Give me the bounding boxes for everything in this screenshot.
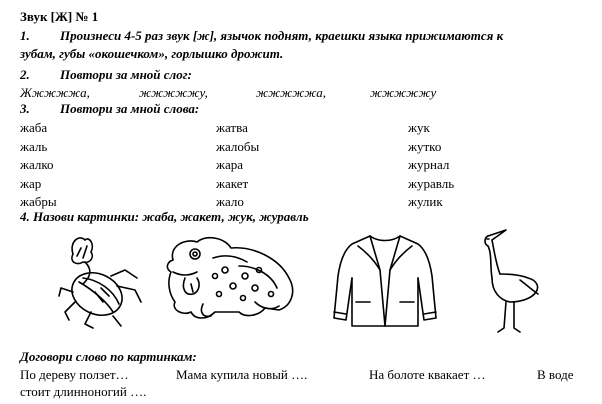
word: журнал [408, 157, 450, 172]
word: жатва [216, 120, 248, 135]
word: жалобы [216, 138, 260, 154]
task-2-number: 2. [20, 67, 30, 82]
task-3-number: 3. [20, 101, 30, 116]
crane-picture [470, 226, 550, 334]
word: жалко [20, 157, 54, 172]
task-4-heading [20, 209, 309, 225]
syllable-2: жжжжжу, [139, 85, 208, 100]
word: жара [216, 157, 244, 172]
word: жаба [20, 120, 48, 135]
word: жало [216, 194, 244, 209]
word: жулик [408, 194, 443, 209]
task-1-text: Произнеси 4-5 раз звук [ж], язычок поднят, краешки языка прижимаются к [60, 28, 504, 43]
finish-heading: Договори слово по картинкам: [20, 349, 197, 364]
task-1-number: 1. [20, 28, 30, 43]
word: жар [20, 175, 42, 191]
syllable-1: Жжжжжа, [20, 85, 90, 100]
word-column-3 [408, 119, 454, 212]
task-2-text: Повтори за мной слог: [60, 67, 192, 82]
task-3-text: Повтори за мной слова: [60, 101, 200, 116]
word-column-1 [20, 119, 57, 212]
task-4-words: : жаба, жакет, жук, журавль [134, 209, 309, 224]
riddle-4-start: В воде [537, 367, 574, 382]
task-1-line-2: зубам, губы «окошечком», горлышко дрожит. [20, 46, 284, 61]
word: журавль [408, 175, 455, 191]
riddle-1: По дереву ползет… [20, 367, 129, 382]
word: жакет [216, 175, 249, 191]
task-1-line-1 [20, 28, 503, 44]
word: жаль [20, 138, 48, 154]
word: жабры [20, 194, 57, 209]
task-2-heading [20, 67, 192, 83]
syllable-3: жжжжжа, [256, 85, 327, 100]
task-4-label: 4. Назови картинки [20, 209, 135, 224]
toad-picture [155, 232, 300, 324]
task-3-heading [20, 101, 199, 117]
word: жутко [408, 138, 442, 154]
syllable-4: жжжжжу [370, 85, 437, 100]
jacket-picture [330, 232, 440, 330]
beetle-picture [55, 232, 155, 332]
word-column-2 [216, 119, 259, 212]
riddle-3: На болоте квакает … [369, 367, 486, 382]
word: жук [408, 120, 430, 135]
page-title: Звук [Ж] № 1 [20, 9, 99, 24]
riddle-2: Мама купила новый …. [176, 367, 308, 382]
riddle-4-end: стоит длинноногий …. [20, 384, 147, 399]
